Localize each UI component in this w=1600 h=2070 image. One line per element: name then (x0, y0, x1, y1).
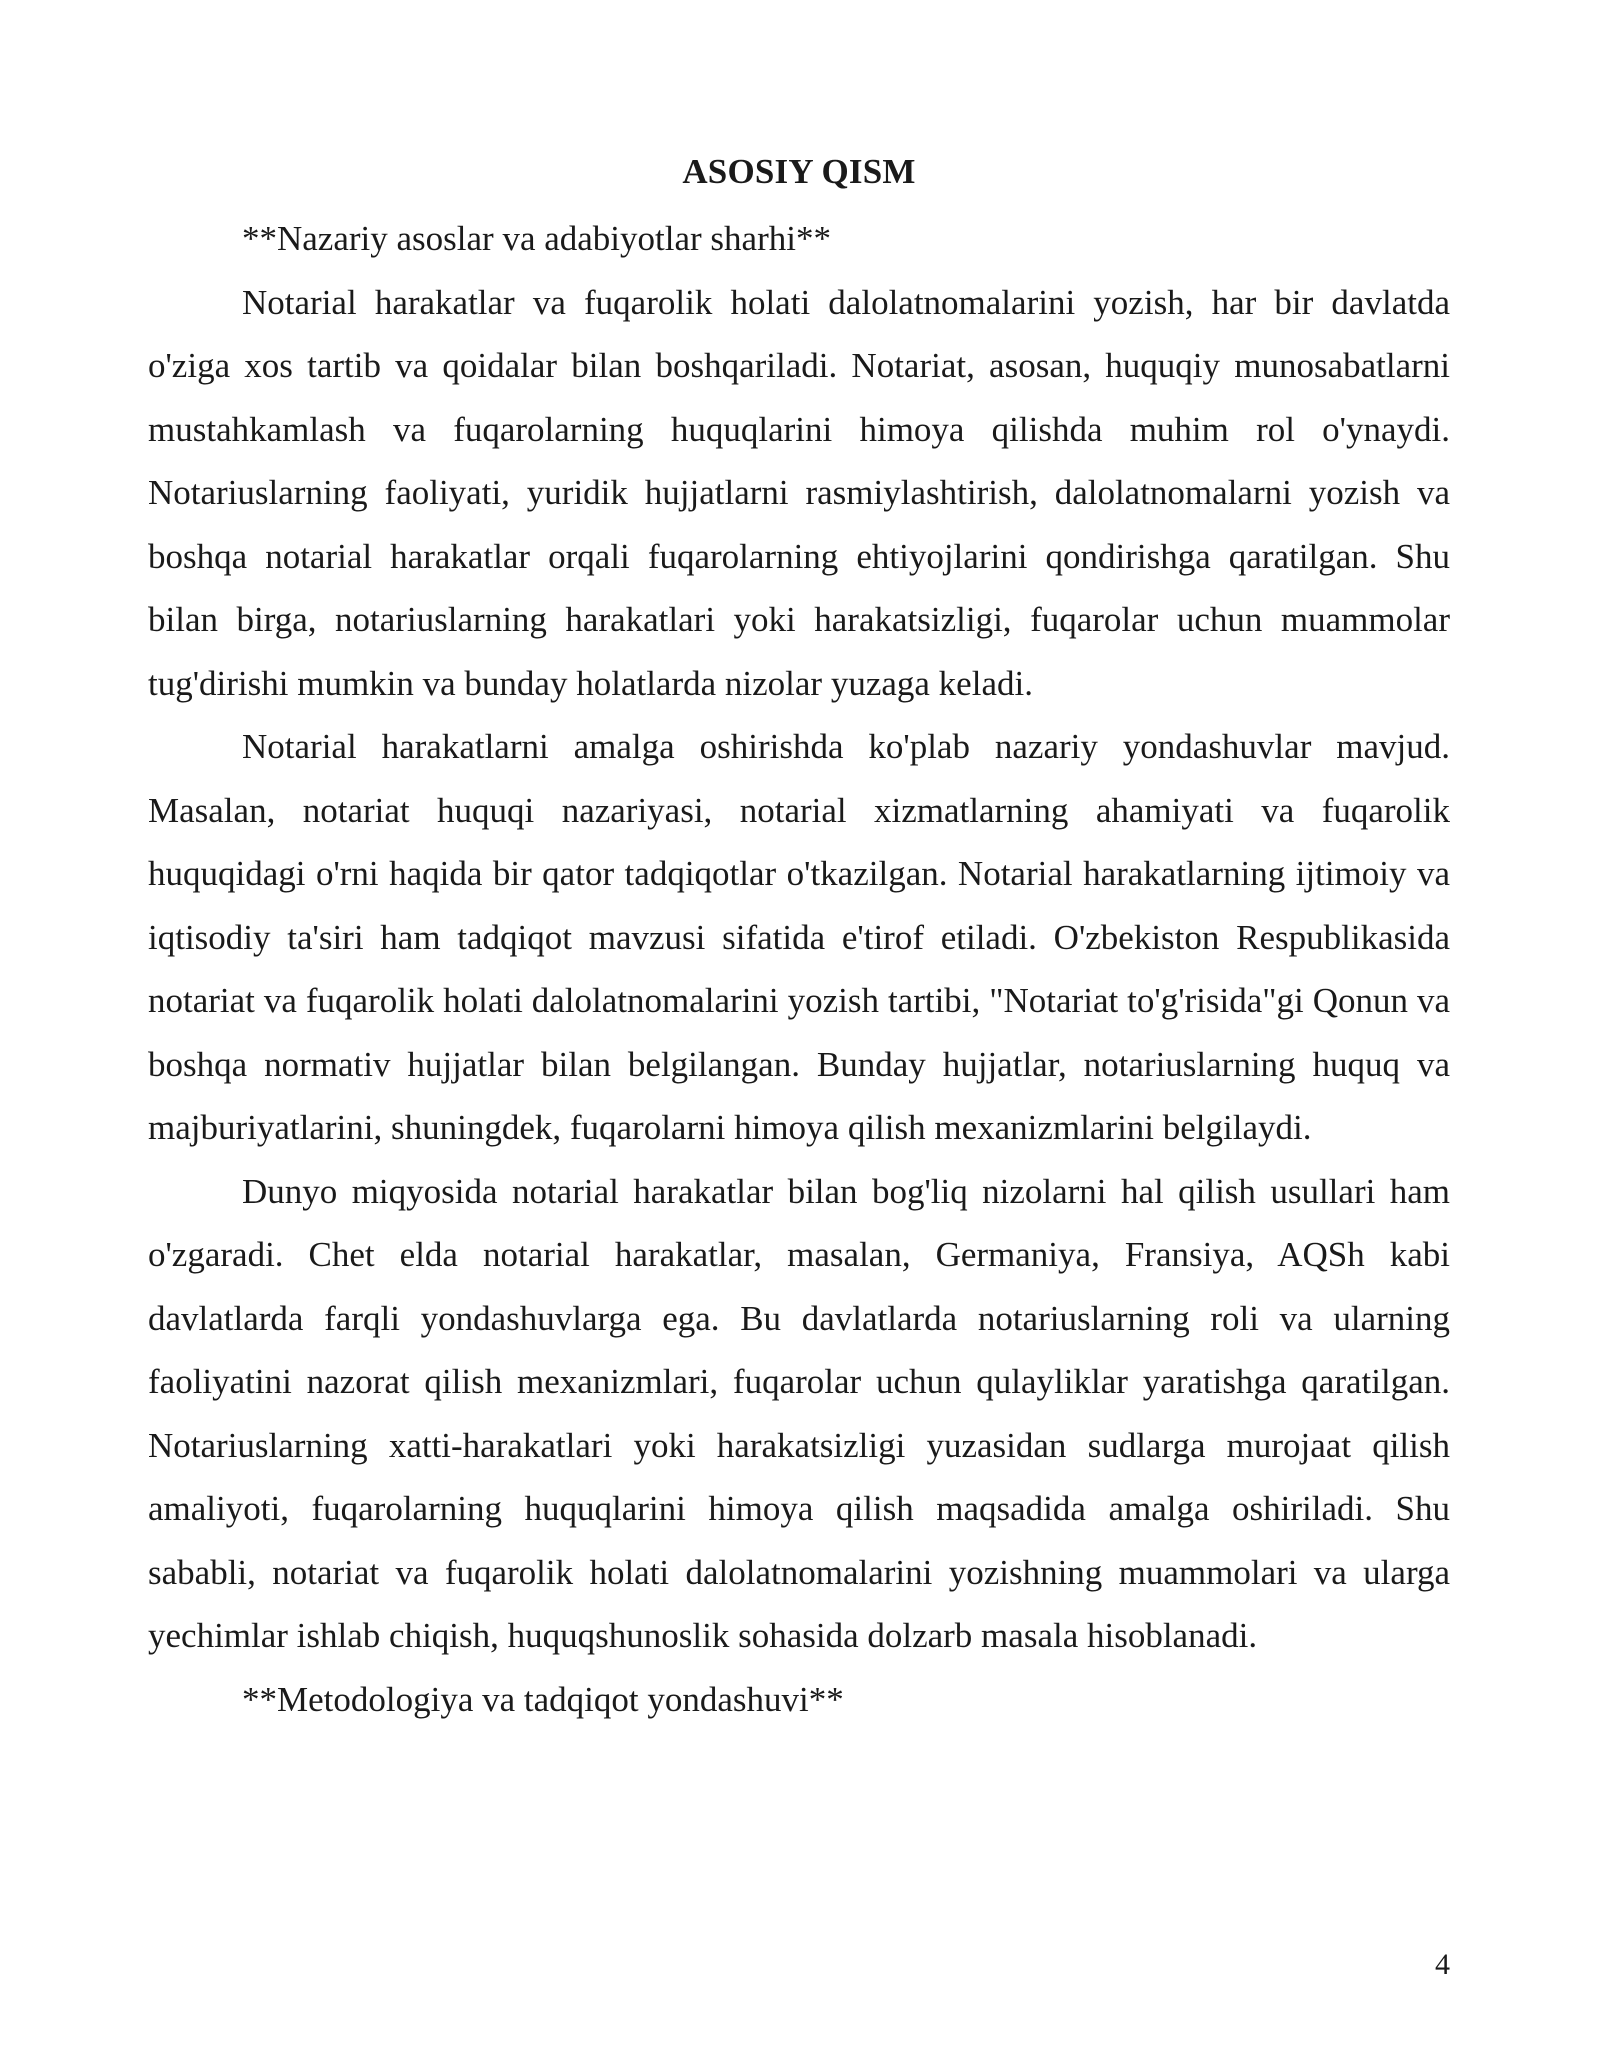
section-heading: ASOSIY QISM (682, 152, 916, 191)
subheading-methodology: **Metodologiya va tadqiqot yondashuvi** (242, 1679, 844, 1719)
page-number: 4 (1435, 1948, 1450, 1981)
page-content (148, 148, 1450, 1731)
paragraph-1: Notarial harakatlar va fuqarolik holati dalolatnomalarini yozish, har bir davlatda o'ziga xos tartib va qoidalar bilan boshqariladi. Notariat, asosan, huquqiy munosabatlarni mustahkamlash va fuqarolarning huquqlarini himoya qilishda muhim rol o'ynaydi. Notariuslarning faoliyati, yuridik hujjatlarni rasmiylashtirish, dalolatnomalarni yozish va boshqa notarial harakatlar orqali fuqarolarning ehtiyojlarini qondirishga qaratilgan. Shu bilan birga, notariuslarning harakatlari yoki harakatsizligi, fuqarolar uchun muammolar tug'dirishi mumkin va bunday holatlarda nizolar yuzaga keladi. (148, 282, 1450, 703)
subheading-theory: **Nazariy asoslar va adabiyotlar sharhi** (242, 219, 831, 258)
paragraph-3: Dunyo miqyosida notarial harakatlar bilan bog'liq nizolarni hal qilish usullari ham o'zgaradi. Chet elda notarial harakatlar, masalan, Germaniya, Fransiya, AQSh kabi davlatlarda farqli yondashuvlarga ega. Bu davlatlarda notariuslarning roli va ularning faoliyatini nazorat qilish mexanizmlari, fuqarolar uchun qulayliklar yaratishga qaratilgan. Notariuslarning xatti-harakatlari yoki harakatsizligi yuzasidan sudlarga murojaat qilish amaliyoti, fuqarolarning huquqlarini himoya qilish maqsadida amalga oshiriladi. Shu sababli, notariat va fuqarolik holati dalolatnomalarini yozishning muammolari va ularga yechimlar ishlab chiqish, huquqshunoslik sohasida dolzarb masala hisoblanadi. (148, 1171, 1450, 1655)
paragraph-2: Notarial harakatlarni amalga oshirishda ko'plab nazariy yondashuvlar mavjud. Masalan, notariat huquqi nazariyasi, notarial xizmatlarning ahamiyati va fuqarolik huquqidagi o'rni haqida bir qator tadqiqotlar o'tkazilgan. Notarial harakatlarning ijtimoiy va iqtisodiy ta'siri ham tadqiqot mavzusi sifatida e'tirof etiladi. O'zbekiston Respublikasida notariat va fuqarolik holati dalolatnomalarini yozish tartibi, "Notariat to'g'risida"gi Qonun va boshqa normativ hujjatlar bilan belgilangan. Bunday hujjatlar, notariuslarning huquq va majburiyatlarini, shuningdek, fuqarolarni himoya qilish mexanizmlarini belgilaydi. (148, 727, 1450, 1147)
